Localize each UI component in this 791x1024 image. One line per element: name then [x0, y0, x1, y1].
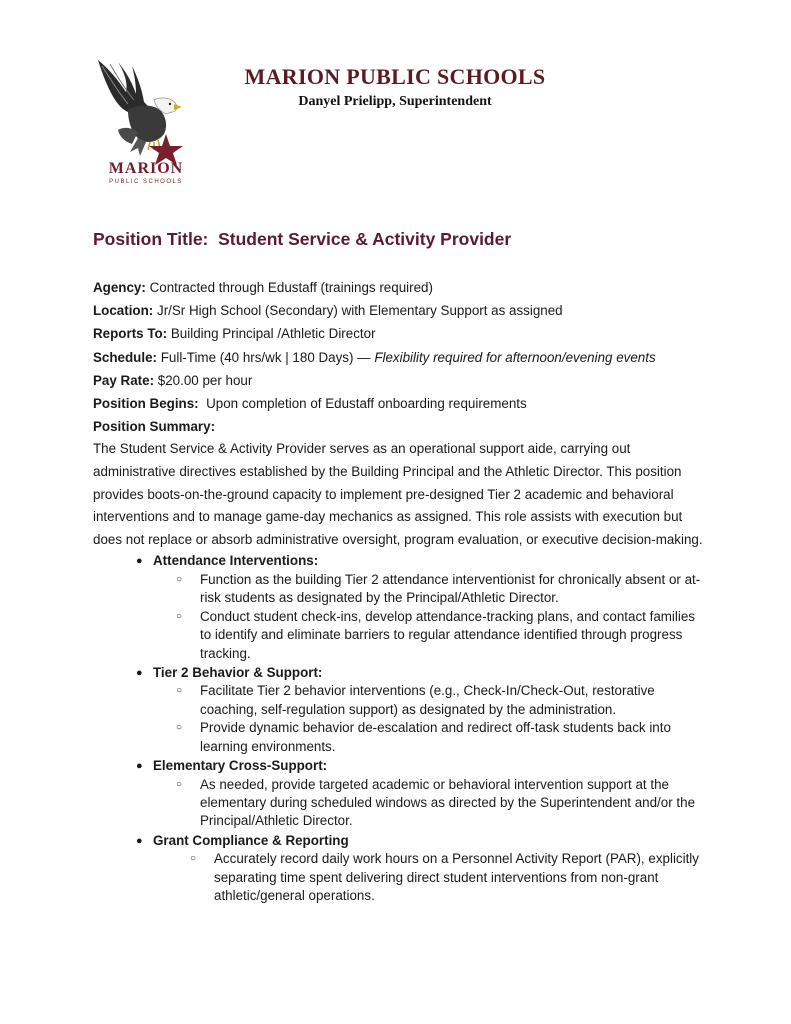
position-summary-text: The Student Service & Activity Provider serves as an operational support aide, carrying out administrative directives established by the Building Principal and the Athletic Director. This position provides boots-on-the-ground capacity to implement pre-designed Tier 2 academic and behavioral interventions and to manage game-day mechanics as assigned. This role assists with execution but does not replace or absorb administrative oversight, program evaluation, or executive decision-making.: [93, 441, 703, 547]
location-field: [93, 299, 703, 322]
section-grant: [93, 832, 703, 906]
list-item-text: Accurately record daily work hours on a Personnel Activity Report (PAR), explicitly separating time spent delivering direct student interventions from non-grant athletic/general operations.: [214, 851, 699, 904]
sub-bullet-icon: ○: [176, 685, 183, 697]
sub-bullet-icon: ○: [176, 573, 183, 585]
pay-rate-label: Pay Rate:: [93, 372, 155, 388]
section-title: Attendance Interventions:: [153, 553, 319, 569]
list-item: [153, 682, 703, 719]
sub-list: [153, 682, 703, 756]
section-behavior: [93, 664, 703, 756]
sub-bullet-icon: ○: [176, 722, 183, 734]
list-item-text: As needed, provide targeted academic or behavioral intervention support at the elementary during scheduled windows as directed by the Superintendent and/or the Principal/Athletic Director.: [200, 776, 696, 829]
schedule-field: [93, 346, 703, 369]
job-description-body: [93, 276, 703, 905]
sub-bullet-icon: ○: [176, 610, 183, 622]
section-elementary: [93, 757, 703, 831]
duties-list: [93, 552, 703, 905]
position-title-value: Student Service & Activity Provider: [218, 229, 512, 249]
section-title: Tier 2 Behavior & Support:: [153, 664, 323, 680]
list-item-text: Conduct student check-ins, develop attendance-tracking plans, and contact families to identify and eliminate barriers to regular attendance identified through progress tracking.: [200, 608, 695, 661]
reports-to-value: Building Principal /Athletic Director: [170, 326, 376, 342]
section-title: Elementary Cross-Support:: [153, 758, 328, 774]
section-attendance: [93, 552, 703, 663]
pay-rate-value: $20.00 per hour: [157, 372, 253, 388]
bullet-icon: ●: [136, 834, 143, 847]
list-item: [153, 776, 703, 831]
list-item: [153, 571, 703, 608]
list-item-text: Function as the building Tier 2 attendance interventionist for chronically absent or at-risk students as designated by the Principal/Athletic Director.: [200, 571, 701, 606]
logo-wordmark: MARION: [108, 160, 184, 177]
reports-to-label: Reports To:: [93, 326, 168, 342]
bullet-icon: ●: [136, 555, 143, 568]
sub-list: [153, 571, 703, 663]
agency-value: Contracted through Edustaff (trainings required): [149, 280, 433, 295]
bullet-icon: ●: [136, 760, 143, 773]
position-begins-label: Position Begins:: [93, 396, 199, 412]
agency-field: [93, 276, 703, 299]
schedule-value: Full-Time (40 hrs/wk | 180 Days) —: [160, 349, 371, 365]
list-item-text: Facilitate Tier 2 behavior interventions (e.g., Check-In/Check-Out, restorative coaching, self-regulation support) as designated by the administration.: [200, 683, 655, 717]
list-item: [153, 850, 703, 905]
position-begins-field: [93, 392, 703, 415]
list-item-text: Provide dynamic behavior de-escalation and redirect off-task students back into learning environments.: [200, 720, 671, 754]
location-label: Location:: [93, 303, 154, 319]
position-summary-label: Position Summary:: [93, 419, 216, 435]
location-value: Jr/Sr High School (Secondary) with Elementary Support as assigned: [157, 303, 563, 319]
reports-to-field: [93, 322, 703, 345]
schedule-label: Schedule:: [93, 349, 157, 365]
sub-list: [153, 850, 703, 905]
list-item: [153, 608, 703, 663]
list-item: [153, 719, 703, 756]
logo-subtitle: PUBLIC SCHOOLS: [109, 179, 183, 185]
sub-bullet-icon: ○: [190, 853, 197, 865]
superintendent-line: Danyel Prielipp, Superintendent: [298, 94, 492, 109]
position-title-label: Position Title:: [93, 229, 209, 249]
position-begins-value: Upon completion of Edustaff onboarding requirements: [206, 396, 527, 412]
organization-name: MARION PUBLIC SCHOOLS: [244, 64, 546, 89]
sub-bullet-icon: ○: [176, 778, 183, 790]
schedule-note: Flexibility required for afternoon/evening events: [374, 349, 656, 365]
position-summary-heading: [93, 415, 703, 438]
section-title: Grant Compliance & Reporting: [153, 832, 349, 848]
agency-label: Agency:: [93, 280, 146, 295]
sub-list: [153, 776, 703, 831]
pay-rate-field: [93, 369, 703, 392]
position-title: [93, 229, 511, 250]
bullet-icon: ●: [136, 666, 143, 679]
